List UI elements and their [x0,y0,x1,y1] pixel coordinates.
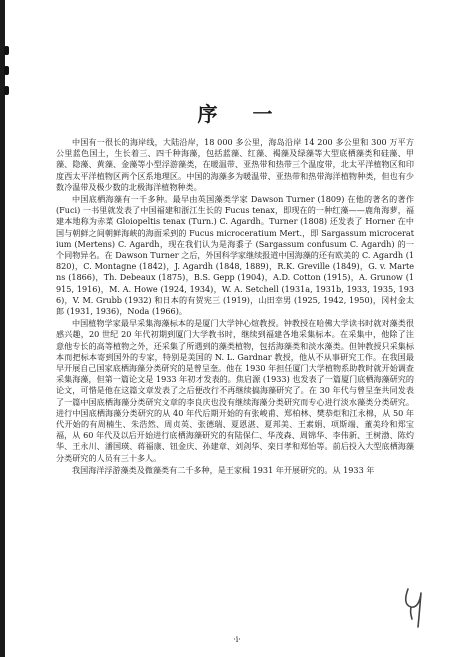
handwritten-mark [402,585,432,630]
page-title: 序 一 [197,102,287,126]
paragraph: 中国底栖海藻有一千多种。最早由英国藻类学家 Dawson Turner (1809) 在他的著名的著作 (Fuci) 一书里就发表了中国福建和浙江生长的 Fucus tenax，即现在的一种红藻——鹿角海萝，福建本地称为赤菜 Gloiopeltis tenax (Turn.) C. Agardh。Turner (1808) 还发表了 Horner 在中国与朝鲜之间朝鲜海峡的海面采到的 Fucus microceratium Mert.，即 Sargassum microceratium (Mertens) C. Agardh，现在我们认为是海黍子 (Sargassum confusum C. Agardh) 的一个同物异名。在 Dawson Turner 之后，外国科学家继续报道中国海藻的还有欧美的 C. Agardh (1820)，C. Montagne (1842)，J. Agardh (1848, 1889)，R.K. Greville (1849)，G. v. Martens (1866)，Th. Debeaux (1875)，B.S. Gepp (1904)，A.D. Cotton (1915)，A. Grunow (1915, 1916)，M. A. Howe (1924, 1934)，W. A. Setchell (1931a, 1931b, 1933, 1935, 1936)，V. M. Grubb (1932) 和日本的有贺宪三 (1919)，山田幸男 (1925, 1942, 1950)，冈村金太郎 (1931, 1936)，Noda (1966)。 [56,194,414,317]
page-number: ·i· [233,635,241,644]
binding-hole-mark [4,66,9,75]
paragraph: 我国海洋浮游藻类及微藻类有二千多种，是王家楫 1931 年开展研究的。从 1933 年 [72,464,375,475]
paragraph: 中国有一很长的海岸线，大陆沿岸，18 000 多公里，海岛沿岸 14 200 多公里和 300 万平方公里蓝色国土，生长着三、四千种海藻，包括蓝藻、红藻、褐藻及绿藻等大型底栖藻类和硅藻、甲藻、隐藻、黄藻、金藻等小型浮游藻类，在暖温带、亚热带和热带三个温度带，北太平洋植物区和印度西太平洋植物区两个区系地理区。中国的海藻多为暖温带、亚热带和热带海洋植物种类，但也有少数冷温带及极少数的北极海洋植物种类。 [56,137,414,192]
binding-hole-mark [4,86,9,95]
document-page [56,0,414,657]
paragraph: 中国植物学家最早采集海藻标本的是厦门大学钟心煊教授。钟教授在哈佛大学读书时就对藻类很感兴趣，20 世纪 20 年代初期到厦门大学教书时，继续到福建各地采集标本。在采集中，他除了注意他专长的高等植物之外，还采集了所遇到的藻类植物，包括海藻类和淡水藻类。但钟教授只采集标本而把标本寄到国外的专家，特别是美国的 N. L. Gardnar 教授，他从不从事研究工作。在我国最早开展自己国家底栖海藻分类研究的是曾呈奎。他在 1930 年担任厦门大学植物系助教时就开始调查采集海藻，但第一篇论文是 1933 年初才发表的。焦启源 (1933) 也发表了一篇厦门底栖海藻研究的论文，可惜是他在这篇文章发表了之后便改行不再继续搞海藻研究了。在 30 年代与曾呈奎共同发表了一篇中国底栖海藻分类研究文章的李良庆也没有继续海藻分类研究而专心进行淡水藻类分类研究。进行中国底栖海藻分类研究的从 40 年代后期开始的有张峻甫、郑柏林、樊恭炬和江永棉，从 50 年代开始的有周楠生、朱浩然、周贞英、张德瑞、夏恩湛、夏邦美、王素娟、项斯端、董美玲和郑宝福，从 60 年代及以后开始进行底栖海藻研究的有陆保仁、华茂森、周锦华、李伟新、王树渤、陈灼华、王永川、潘国瑛、蒋福康、钮金庆、孙建章、刘剑华、栾日孝和郑怡等。前后投入大型底栖海藻分类研究的人员有三十多人。 [56,318,414,463]
binding-hole-mark [4,46,9,55]
body-text [56,137,414,477]
binding-edge [0,0,5,657]
